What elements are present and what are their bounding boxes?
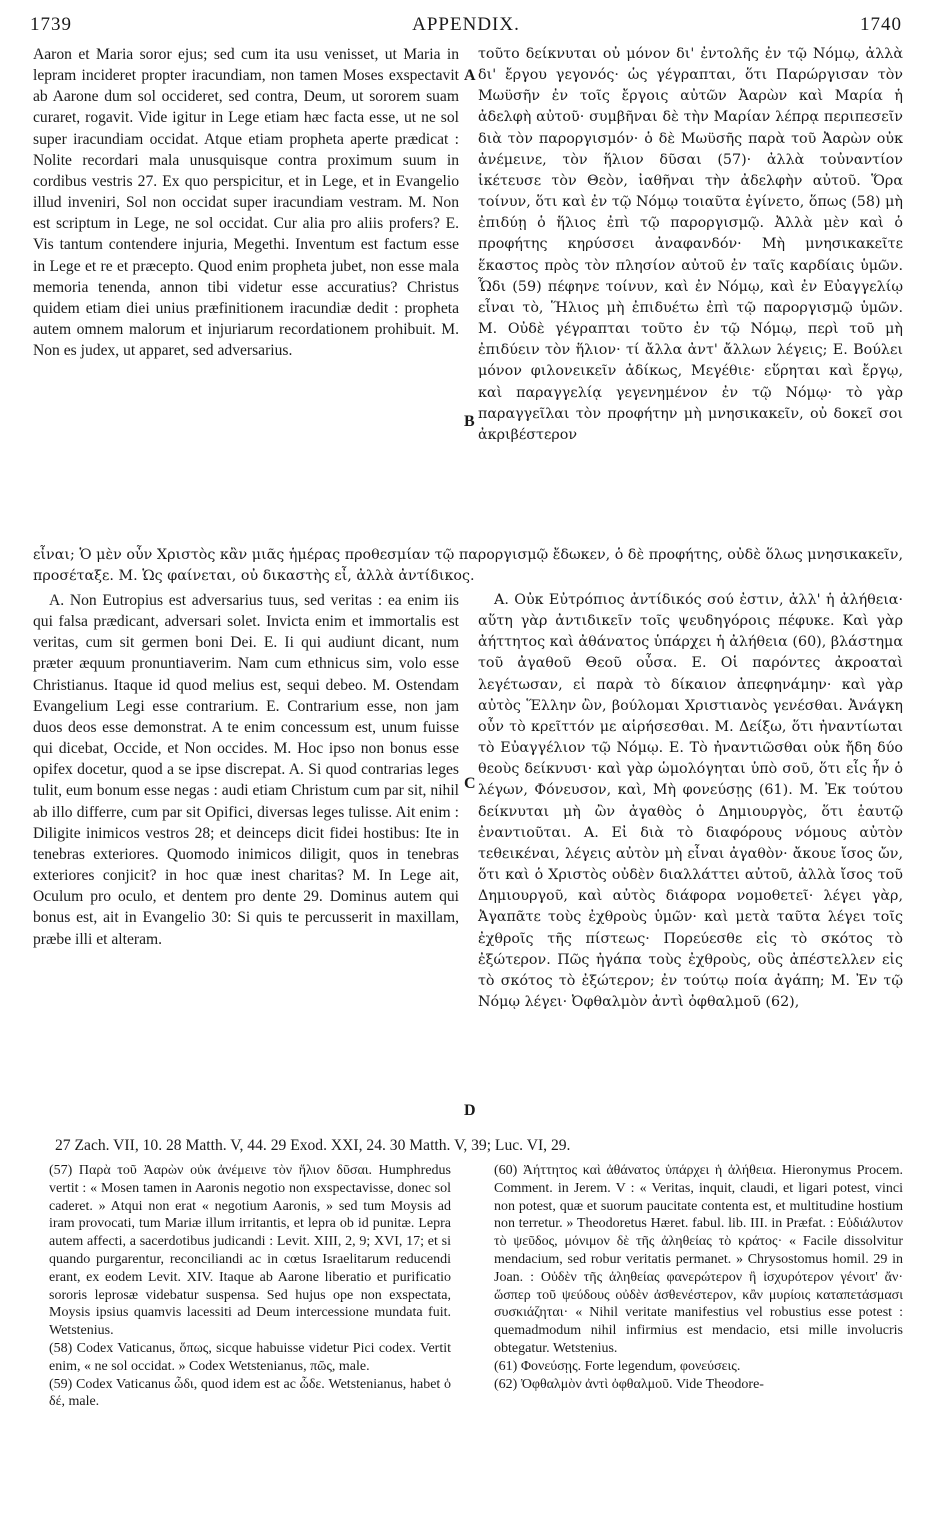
margin-marker-d: D <box>464 1102 476 1119</box>
greek-column-lower <box>478 590 903 1013</box>
right-page-number: 1740 <box>860 14 902 35</box>
latin-column-lower <box>33 590 459 950</box>
running-title: APPENDIX. <box>412 14 520 35</box>
page-header <box>30 14 902 44</box>
footnote: (58) Codex Vaticanus, ὅπως, sicque habuisse videtur Pici codex. Vertit enim, « ne sol occidat. » Codex Wetstenianus, πῶς, male. <box>49 1340 451 1374</box>
left-page-number: 1739 <box>30 14 72 35</box>
greek-column-upper <box>478 44 903 446</box>
latin-text-block: A. Non Eutropius est adversarius tuus, sed veritas : ea enim iis qui falsa prædicant, adversari solet. Invicta enim et immortalis est veritas, cum sit germen boni Dei. E. Ii qui audiunt dicant, num præter æquum pronuntiaverim. Nam cum ethnicus sim, volo esse Christianus. Itaque id quod melius est, sequi debeo. M. Ostendam Evangelium Legi esse contrarium. E. Contrarium esse, non jam duos deos esse demonstrat. A te enim concessum est, unum fuisse qui dicebat, Occide, et Non occides. M. Hoc ipso non bonus esse opifex docetur, quod a se ipse discrepat. A. Si quod contrarias leges tulit, eum bonum esse negas : audi etiam Christum cum par sit, nihil ab illo differre, cum par sit Opifici, diversas leges tulisse. Ait enim : Diligite inimicos vestros 28; et deinceps dicit fidei hostibus: Ite in tenebras exteriores. Quomodo inimicos diligit, quos in tenebras exteriores conjicit? in hoc quæ inest charitas? M. In Lege ait, Oculum pro oculo, et dentem pro dente 29. Dominus autem qui bonus est, ait in Evangelio 30: Si quis te percusserit in maxillam, præbe illi et alteram. <box>33 592 459 948</box>
footnote: (62) Ὀφθαλμὸν ἀντὶ ὀφθαλμοῦ. Vide Theodore- <box>494 1376 764 1392</box>
footnotes-left <box>33 1162 451 1411</box>
margin-marker-b: B <box>464 413 475 430</box>
margin-marker-a: A <box>464 67 476 84</box>
greek-text-block: Α. Οὐκ Εὐτρόπιος ἀντίδικός σού ἐστιν, ἀλλ' ἡ ἀλήθεια· αὕτη γὰρ ἀντιδικεῖν τοῖς ψευδηγόροις πέφυκε. Καὶ γὰρ ἀήττητος καὶ ἀθάνατος ὑπάρχει ἡ ἀλήθεια (60), βλάστημα τοῦ ἀγαθοῦ Θεοῦ οὖσα. Ε. Οἱ παρόντες ἀκροαταὶ λεγέτωσαν, εἰ παρὰ τὸ δίκαιον ἀπεφηνάμην· καὶ γὰρ αὐτὸς Ἕλλην ὢν, βούλομαι Χριστιανὸς γενέσθαι. Ἀνάγκη οὖν τὸ κρεῖττόν με αἱρήσεσθαι. Μ. Δείξω, ὅτι ἠναντίωται τὸ Εὐαγγέλιον τῷ Νόμῳ. Ε. Τὸ ἠναντιῶσθαι οὐκ ἤδη δύο θεοὺς δείκνυσι· καὶ γὰρ ὡμολόγηται ὑπὸ σοῦ, ὅτι εἷς ἦν ὁ λέγων, Φόνευσον, καὶ, Μὴ φονεύσῃς (61). Μ. Ἐκ τούτου δείκνυται μὴ ὢν ἀγαθὸς ὁ Δημιουργὸς, ὅτι ἑαυτῷ ἐναντιοῦται. Α. Εἰ διὰ τὸ διαφόρους νόμους αὐτὸν τεθεικέναι, λέγεις αὐτὸν μὴ εἶναι ἀγαθὸν· ἄκουε ἴσος ὤν, ὅτι καὶ ὁ Χριστὸς οὐδὲν διαλλάττει αὐτοῦ, ἀλλὰ ἴσος τοῦ Δημιουργοῦ, καὶ αὐτὸς διάφορα νομοθετεῖ· λέγει γὰρ, Ἀγαπᾶτε τοὺς ἐχθροὺς ὑμῶν· καὶ μετὰ ταῦτα λέγει τοῖς ἐχθροῖς τῆς πίστεως· Πορεύεσθε εἰς τὸ σκότος τὸ ἐξώτερον. Πῶς ἠγάπα τοὺς ἐχθροὺς, οὓς ἀπέστελλεν εἰς τὸ σκότος τὸ ἐξώτερον; ἐν τούτῳ ποία ἀγάπη; Μ. Ἐν τῷ Νόμῳ λέγει· Ὀφθαλμὸν ἀντὶ ὀφθαλμοῦ (62), <box>478 592 903 1010</box>
footnote: (61) Φονεύσῃς. Forte legendum, φονεύσεις. <box>494 1358 741 1374</box>
latin-text-block: Aaron et Maria soror ejus; sed cum ita usu venisset, ut Maria in lepram incideret propter iracundiam, non tamen Moses exspectavit ab Aarone dum sol occideret, sed contra, Deum, ut sororem suam curaret, rogavit. Vide igitur in Lege etiam hæc facta esse, ut ne sol super iracundiam occidat. Atque etiam propheta aperte prædicat : Nolite recordari mala unusquisque contra proximum suum in cordibus vestris 27. Ex quo perspicitur, et in Lege, et in Evangelio illud inveniri, Sol non occidat super iracundiam vestram. M. Non est scriptum in Lege, ne sol occidat. Cur alia pro aliis profers? E. Vis tantum contendere injuria, Megethi. Inventum est factum esse in Lege et re et præcepto. Quod enim propheta jubet, non esse mala memoria tenenda, annon tibi videtur esse accuratius? Christus quidem etiam diei unius præfinitionem iracundiæ dedit : propheta autem omnem malorum et injuriarum recordationem prohibuit. M. Non es judex, ut apparet, sed adversarius. <box>33 46 459 360</box>
greek-text-block: τοῦτο δείκνυται οὐ μόνον δι' ἐντολῆς ἐν τῷ Νόμῳ, ἀλλὰ δι' ἔργου γεγονός· ὡς γέγραπται, ὅτι Παρώργισαν τὸν Μωϋσῆν ἐν τοῖς ἔργοις αὐτῶν Ἀαρὼν καὶ Μαρία ἡ ἀδελφὴ αὐτοῦ· συμβῆναι δὲ τὴν Μαρίαν λέπρᾳ περιπεσεῖν διὰ τὸν παροργισμόν· ὁ δὲ Μωϋσῆς παρὰ τοῦ Ἀαρὼν οὐκ ἀνέμεινε, τὸν ἥλιον δῦσαι (57)· ἀλλὰ τοὐναντίον ἱκέτευσε τὸν Θεὸν, ἰαθῆναι τὴν ἀδελφὴν αὐτοῦ. Ὅρα τοίνυν, ὅτι καὶ ἐν τῷ Νόμῳ τοιαῦτα ἐγίνετο, ὅπως (58) μὴ ἐπιδύῃ ὁ ἥλιος ἐπὶ τῷ παροργισμῷ. Ἀλλὰ μὲν καὶ ὁ προφήτης κηρύσσει ἀναφανδόν· Μὴ μνησικακεῖτε ἕκαστος πρὸς τὸν πλησίον αὐτοῦ ἐν ταῖς καρδίαις ὑμῶν. Ὧδι (59) πέφηνε τοίνυν, καὶ ἐν Νόμῳ, καὶ ἐν Εὐαγγελίῳ εἶναι τὸ, Ἥλιος μὴ ἐπιδυέτω ἐπὶ τῷ παροργισμῷ ὑμῶν. Μ. Οὐδὲ γέγραπται τοῦτο ἐν τῷ Νόμῳ, περὶ τοῦ μὴ ἐπιδύειν τὸν ἥλιον· τί ἄλλα ἀντ' ἄλλων λέγεις; Ε. Βούλει μόνον φιλονεικεῖν ἀδίκως, Μεγέθιε· εὕρηται καὶ ἔργῳ, καὶ παραγγελίᾳ γεγενημένον ἐν τῷ Νόμῳ· τὸ γὰρ παραγγεῖλαι τὸν προφήτην μὴ μνησικακεῖν, οὐ δοκεῖ σοι ἀκριβέστερον <box>478 46 903 443</box>
footnote: (60) Ἀήττητος καὶ ἀθάνατος ὑπάρχει ἡ ἀλήθεια. Hieronymus Procem. Comment. in Jerem. V : « Veritas, inquit, claudi, et ligari potest, vinci non potest, quæ et suorum paucitate contenta est, et multitudine hostium non terretur. » Theodoretus Hæret. fabul. lib. III. in Præfat. : Εὐδιάλυτον τὸ ψεῦδος, μόνιμον δὲ τῆς ἀληθείας τὸ κράτος· « Facile dissolvitur mendacium, sed robur veritatis permanet. » Chrysostomus homil. 29 in Joan. : Οὐδὲν τῆς ἀληθείας φανερώτερον ἢ ἰσχυρότερον γένοιτ' ἄν· ὥσπερ τοῦ ψεύδους οὐδὲν ἀσθενέστερον, κἂν μυρίοις καταπετάσμασι συσκιάζηται· « Nihil veritate manifestius vel robustius esse potest : quemadmodum nihil infirmius est mendacio, etsi mille involucris obtegatur. Wetstenius. <box>494 1163 903 1356</box>
footnote: (57) Παρὰ τοῦ Ἀαρὼν οὐκ ἀνέμεινε τὸν ἥλιον δῦσαι. Humphredus vertit : « Mosen tamen in Aaronis negotio non exspectavisse, donec sol caderet. » Atqui non erat « negotium Aaronis, » sed tum Moysis ad iram provocati, tum Mariæ illum irritantis, et lepra ob id punitæ. Lepra autem affecti, a sacerdotibus judicandi : Levit. XIII, 2, 9; XVI, 17; et si quando purgarentur, reconciliandi ac in cœtus Israelitarum reducendi erant, ex eodem Levit. XIV. Itaque ab Aarone liberatio et purificatio sororis leprosæ videbatur suspensa. Sed hujus ope non exspectata, Moysis ipsius quamvis lacessiti ad Deum intercessione mundata fuit. Wetstenius. <box>49 1163 451 1339</box>
footnote: (59) Codex Vaticanus ὧδι, quod idem est ac ὧδε. Wetstenianus, habet ὁ δέ, male. <box>49 1376 451 1410</box>
footnotes-right <box>478 1162 903 1393</box>
scripture-references: 27 Zach. VII, 10. 28 Matth. V, 44. 29 Exod. XXI, 24. 30 Matth. V, 39; Luc. VI, 29. <box>55 1137 571 1154</box>
greek-full-width-line: εἶναι; Ὁ μὲν οὖν Χριστὸς κἂν μιᾶς ἡμέρας προθεσμίαν τῷ παροργισμῷ ἔδωκεν, ὁ δὲ προφήτης, οὐδὲ ὅλως μνησικακεῖν, προσέταξε. Μ. Ὡς φαίνεται, οὐ δικαστὴς εἶ, ἀλλὰ ἀντίδικος. <box>33 547 903 584</box>
latin-column-upper <box>33 44 459 361</box>
margin-marker-c: C <box>464 775 476 792</box>
